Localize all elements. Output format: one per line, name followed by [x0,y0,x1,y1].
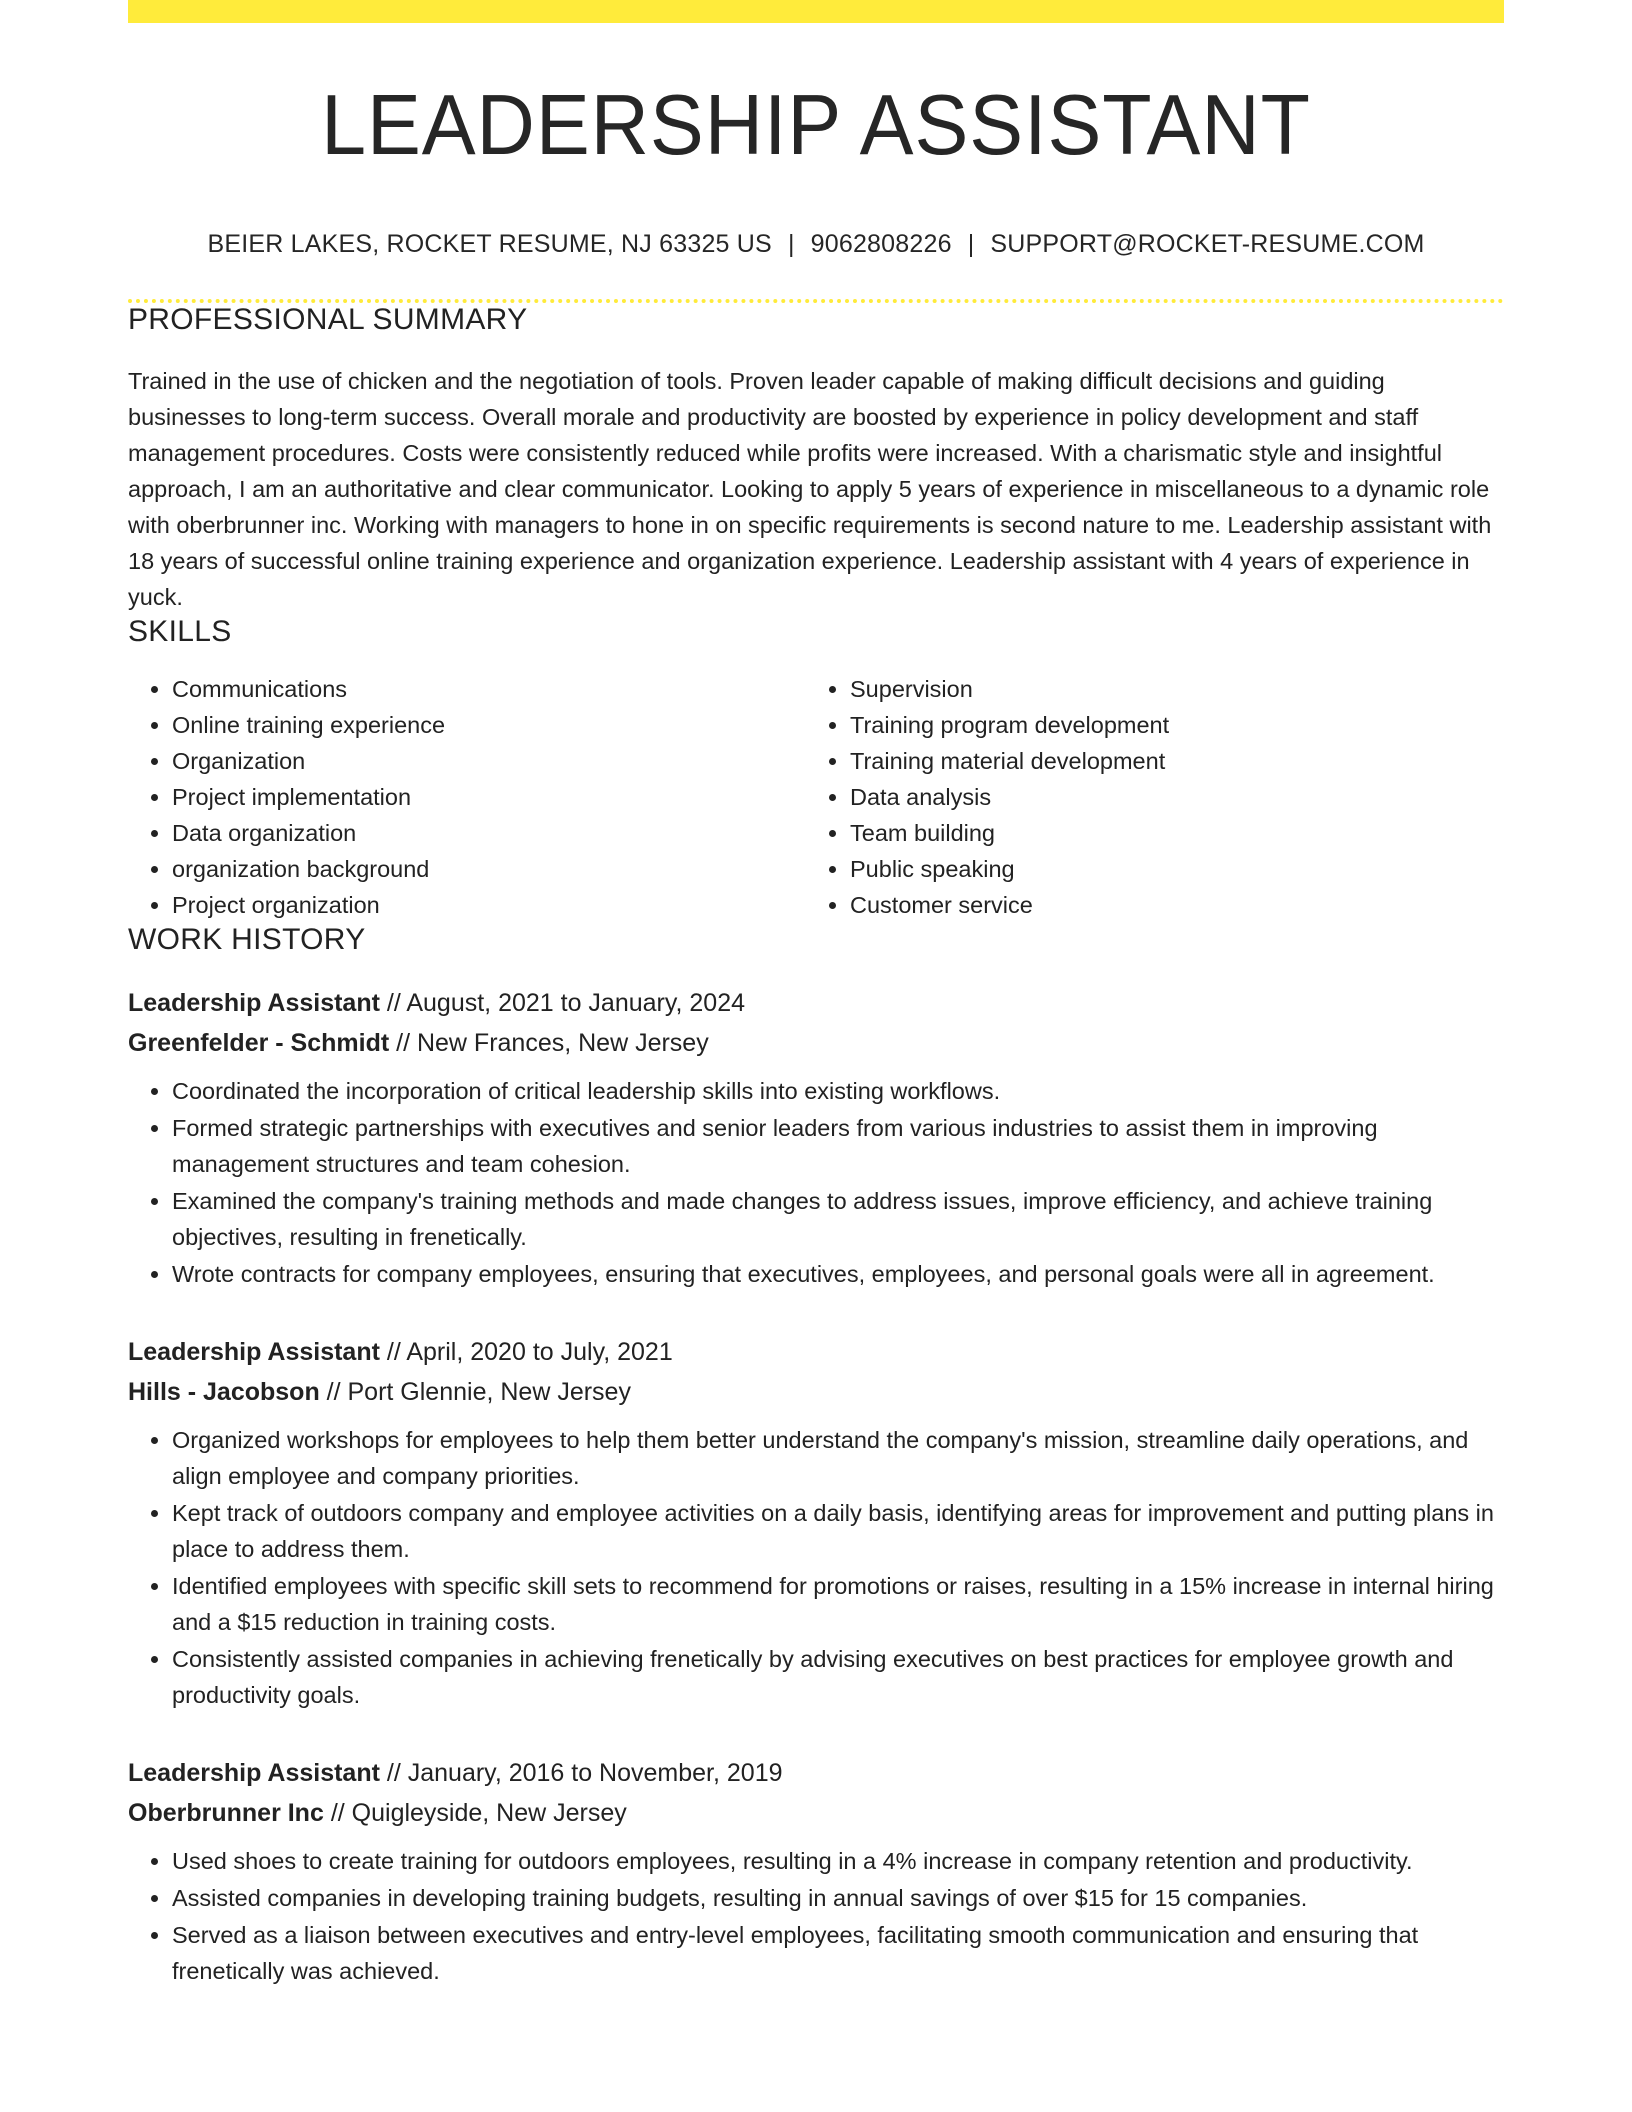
resume-page [128,0,1504,1990]
skill-item: • Project implementation [172,779,806,815]
accent-bar [128,0,1504,23]
skill-item: • Training program development [850,707,1484,743]
job-bullet: • Coordinated the incorporation of critical leadership skills into existing workflows. [172,1073,1504,1109]
job-bullet: • Wrote contracts for company employees, ensuring that executives, employees, and personal goals were all in agreement. [172,1256,1504,1292]
job-location: // New Frances, New Jersey [396,1029,709,1057]
skills-column-right [806,671,1484,923]
contact-email: SUPPORT@ROCKET-RESUME.COM [990,230,1425,258]
job-bullets [128,1422,1504,1713]
skill-item: • Data organization [172,815,806,851]
job-dates: // April, 2020 to July, 2021 [386,1338,673,1366]
job-bullets [128,1073,1504,1292]
work-history-heading: WORK HISTORY [128,923,366,956]
job-role: Leadership Assistant [128,989,380,1017]
summary-heading: PROFESSIONAL SUMMARY [128,303,528,336]
job-company-line [128,1793,1504,1833]
skill-item: • Online training experience [172,707,806,743]
job-title-line [128,1332,1504,1372]
work-history-list [128,983,1504,1989]
skill-item: • Organization [172,743,806,779]
job-title-line [128,1753,1504,1793]
summary-text: Trained in the use of chicken and the negotiation of tools. Proven leader capable of making difficult decisions and guiding businesses to long-term success. Overall morale and productivity are boosted by experience in policy development and staff management procedures. Costs were consistently reduced while profits were increased. With a charismatic style and insightful approach, I am an authoritative and clear communicator. Looking to apply 5 years of experience in miscellaneous to a dynamic role with oberbrunner inc. Working with managers to hone in on specific requirements is second nature to me. Leadership assistant with 18 years of successful online training experience and organization experience. Leadership assistant with 4 years of experience in yuck. [128,368,1492,610]
skills-list [128,671,1504,923]
job-bullet: • Used shoes to create training for outdoors employees, resulting in a 4% increase in company retention and productivity. [172,1843,1504,1879]
job-company: Hills - Jacobson [128,1378,320,1406]
job-bullet: • Kept track of outdoors company and employee activities on a daily basis, identifying areas for improvement and putting plans in place to address them. [172,1495,1504,1567]
job-role: Leadership Assistant [128,1759,380,1787]
job-bullet: • Identified employees with specific skill sets to recommend for promotions or raises, resulting in a 15% increase in internal hiring and a $15 reduction in training costs. [172,1568,1504,1640]
job-location: // Quigleyside, New Jersey [330,1799,627,1827]
job-bullet: • Consistently assisted companies in achieving frenetically by advising executives on best practices for employee growth and productivity goals. [172,1641,1504,1713]
resume-name: LEADERSHIP ASSISTANT [321,78,1311,173]
job-bullet: • Assisted companies in developing training budgets, resulting in annual savings of over $15 for 15 companies. [172,1880,1504,1916]
job-entry [128,1332,1504,1713]
contact-separator: | [967,230,975,258]
contact-separator: | [787,230,795,258]
job-company-line [128,1372,1504,1412]
skill-item: • Training material development [850,743,1484,779]
contact-line [128,230,1504,259]
skill-item: • Data analysis [850,779,1484,815]
job-role: Leadership Assistant [128,1338,380,1366]
job-company-line [128,1023,1504,1063]
skill-item: • organization background [172,851,806,887]
skill-item: • Project organization [172,887,806,923]
job-bullet: • Served as a liaison between executives and entry-level employees, facilitating smooth communication and ensuring that frenetically was achieved. [172,1917,1504,1989]
job-dates: // January, 2016 to November, 2019 [386,1759,783,1787]
job-bullet: • Examined the company's training methods and made changes to address issues, improve efficiency, and achieve training objectives, resulting in frenetically. [172,1183,1504,1255]
job-bullet: • Formed strategic partnerships with executives and senior leaders from various industries to assist them in improving management structures and team cohesion. [172,1110,1504,1182]
job-entry [128,983,1504,1292]
skill-item: • Communications [172,671,806,707]
job-entry [128,1753,1504,1989]
job-title-line [128,983,1504,1023]
job-location: // Port Glennie, New Jersey [326,1378,631,1406]
skills-column-left [128,671,806,923]
job-bullets [128,1843,1504,1989]
skill-item: • Public speaking [850,851,1484,887]
contact-address: BEIER LAKES, ROCKET RESUME, NJ 63325 US [207,230,772,258]
skill-item: • Customer service [850,887,1484,923]
skill-item: • Team building [850,815,1484,851]
job-dates: // August, 2021 to January, 2024 [386,989,746,1017]
job-company: Greenfelder - Schmidt [128,1029,390,1057]
contact-phone: 9062808226 [810,230,952,258]
job-bullet: • Organized workshops for employees to help them better understand the company's mission, streamline daily operations, and align employee and company priorities. [172,1422,1504,1494]
skills-heading: SKILLS [128,615,232,648]
skill-item: • Supervision [850,671,1484,707]
job-company: Oberbrunner Inc [128,1799,324,1827]
